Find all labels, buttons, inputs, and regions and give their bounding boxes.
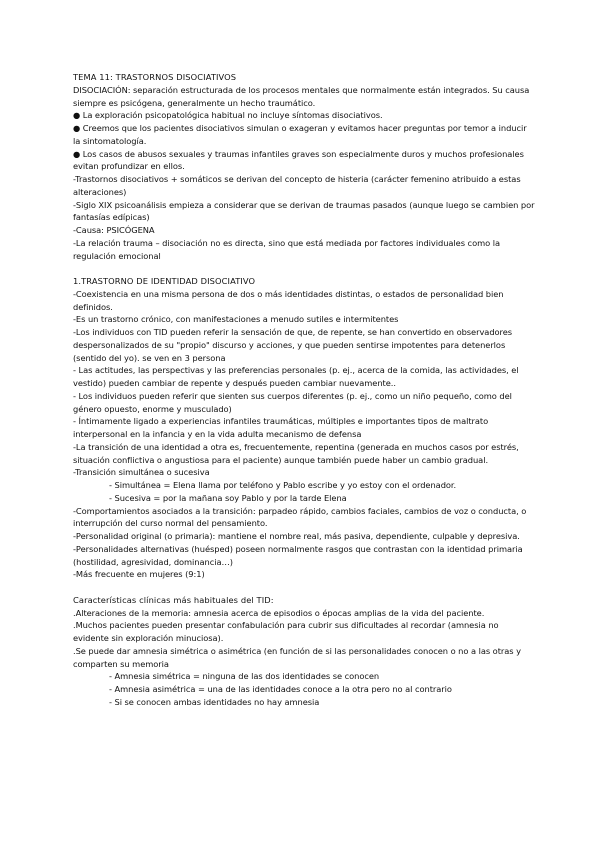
section-title: 1.TRASTORNO DE IDENTIDAD DISOCIATIVO <box>73 276 256 286</box>
intro-bullet: ● Los casos de abusos sexuales y traumas infantiles graves son especialmente duros y muchos profesionales evitan profundizar en ellos. <box>73 148 524 172</box>
spacer <box>73 581 535 594</box>
sub-item: - Sucesiva = por la mañana soy Pablo y por la tarde Elena <box>109 492 347 503</box>
intro-paragraph: -La relación trauma – disociación no es directa, sino que está mediada por factores individuales como la regulación emocional <box>73 237 500 261</box>
document-body <box>73 71 535 709</box>
intro-bullet: ● Creemos que los pacientes disociativos simulan o exageran y evitamos hacer preguntas por temor a inducir la sintomatología. <box>73 123 527 146</box>
section-paragraph: - Íntimamente ligado a experiencias infantiles traumáticas, múltiples e importantes tipos de maltrato interpersonal en la infancia y en la vida adulta mecanismo de defensa <box>73 416 489 439</box>
intro-paragraph: -Causa: PSICÓGENA <box>73 225 155 235</box>
section-paragraph: -Personalidad original (o primaria): mantiene el nombre real, más pasiva, dependiente, culpable y depresiva. <box>73 531 520 541</box>
document-title: TEMA 11: TRASTORNOS DISOCIATIVOS <box>73 72 237 82</box>
section-paragraph: - Las actitudes, las perspectivas y las preferencias personales (p. ej., acerca de la comida, las actividades, el vestido) pueden cambiar de repente y después pueden cambiar nuevamente.. <box>73 365 519 388</box>
section-paragraph: - Los individuos pueden referir que sienten sus cuerpos diferentes (p. ej., como un niño pequeño, como del género opuesto, enorme y musculado) <box>73 390 512 414</box>
section-paragraph: -Transición simultánea o sucesiva <box>73 467 210 478</box>
section-paragraph: -Los individuos con TID pueden referir la sensación de que, de repente, se han convertido en observadores despersonalizados de su "propio" discurso y acciones, y que pueden sentirse impotentes para detenerlos (sentido del yo). se ven en 3 persona <box>73 327 513 363</box>
clinical-item: .Alteraciones de la memoria: amnesia acerca de episodios o épocas amplias de la vida del paciente. <box>73 607 485 618</box>
clinical-item: .Se puede dar amnesia simétrica o asimétrica (en función de si las personalidades conocen o no a las otras y comparten su memoria <box>73 645 521 669</box>
intro-paragraph: -Trastornos disociativos + somáticos se derivan del concepto de histeria (carácter femenino atribuido a estas alteraciones) <box>73 174 521 197</box>
intro-paragraph: DISOCIACIÓN: separación estructurada de los procesos mentales que normalmente están integrados. Su causa siempre es psicógena, generalmente un hecho traumático. <box>73 84 530 108</box>
section-paragraph: -Más frecuente en mujeres (9:1) <box>73 569 205 580</box>
sub-item: - Si se conocen ambas identidades no hay amnesia <box>109 696 320 707</box>
sub-item: - Amnesia simétrica = ninguna de las dos identidades se conocen <box>109 671 380 682</box>
section-paragraph: -Personalidades alternativas (huésped) poseen normalmente rasgos que contrastan con la identidad primaria (hostilidad, agresividad, dominancia…) <box>73 543 523 567</box>
sub-item: - Amnesia asimétrica = una de las identidades conoce a la otra pero no al contrario <box>109 684 452 694</box>
section-paragraph: -Coexistencia en una misma persona de dos o más identidades distintas, o estados de personalidad bien definidos. <box>73 288 504 312</box>
spacer <box>73 262 535 275</box>
sub-item: - Simultánea = Elena llama por teléfono y Pablo escribe y yo estoy con el ordenador. <box>109 480 457 490</box>
section-paragraph: -Comportamientos asociados a la transición: parpadeo rápido, cambios faciales, cambios de voz o conducta, o interrupción del curso normal del pensamiento. <box>73 505 527 529</box>
intro-paragraph: -Siglo XIX psicoanálisis empieza a considerar que se derivan de traumas pasados (aunque luego se cambien por fantasías edípicas) <box>73 199 535 223</box>
intro-bullet: ● La exploración psicopatológica habitual no incluye síntomas disociativos. <box>73 110 383 121</box>
clinical-item: .Muchos pacientes pueden presentar confabulación para cubrir sus dificultades al recordar (amnesia no evidente sin exploración minuciosa). <box>73 620 499 643</box>
subsection-title: Características clínicas más habituales del TID: <box>73 594 274 605</box>
section-paragraph: -Es un trastorno crónico, con manifestaciones a menudo sutiles e intermitentes <box>73 314 399 325</box>
section-paragraph: -La transición de una identidad a otra es, frecuentemente, repentina (generada en muchos casos por estrés, situación conflictiva o angustiosa para el paciente) aunque también puede haber un cambio gradual. <box>73 441 519 465</box>
